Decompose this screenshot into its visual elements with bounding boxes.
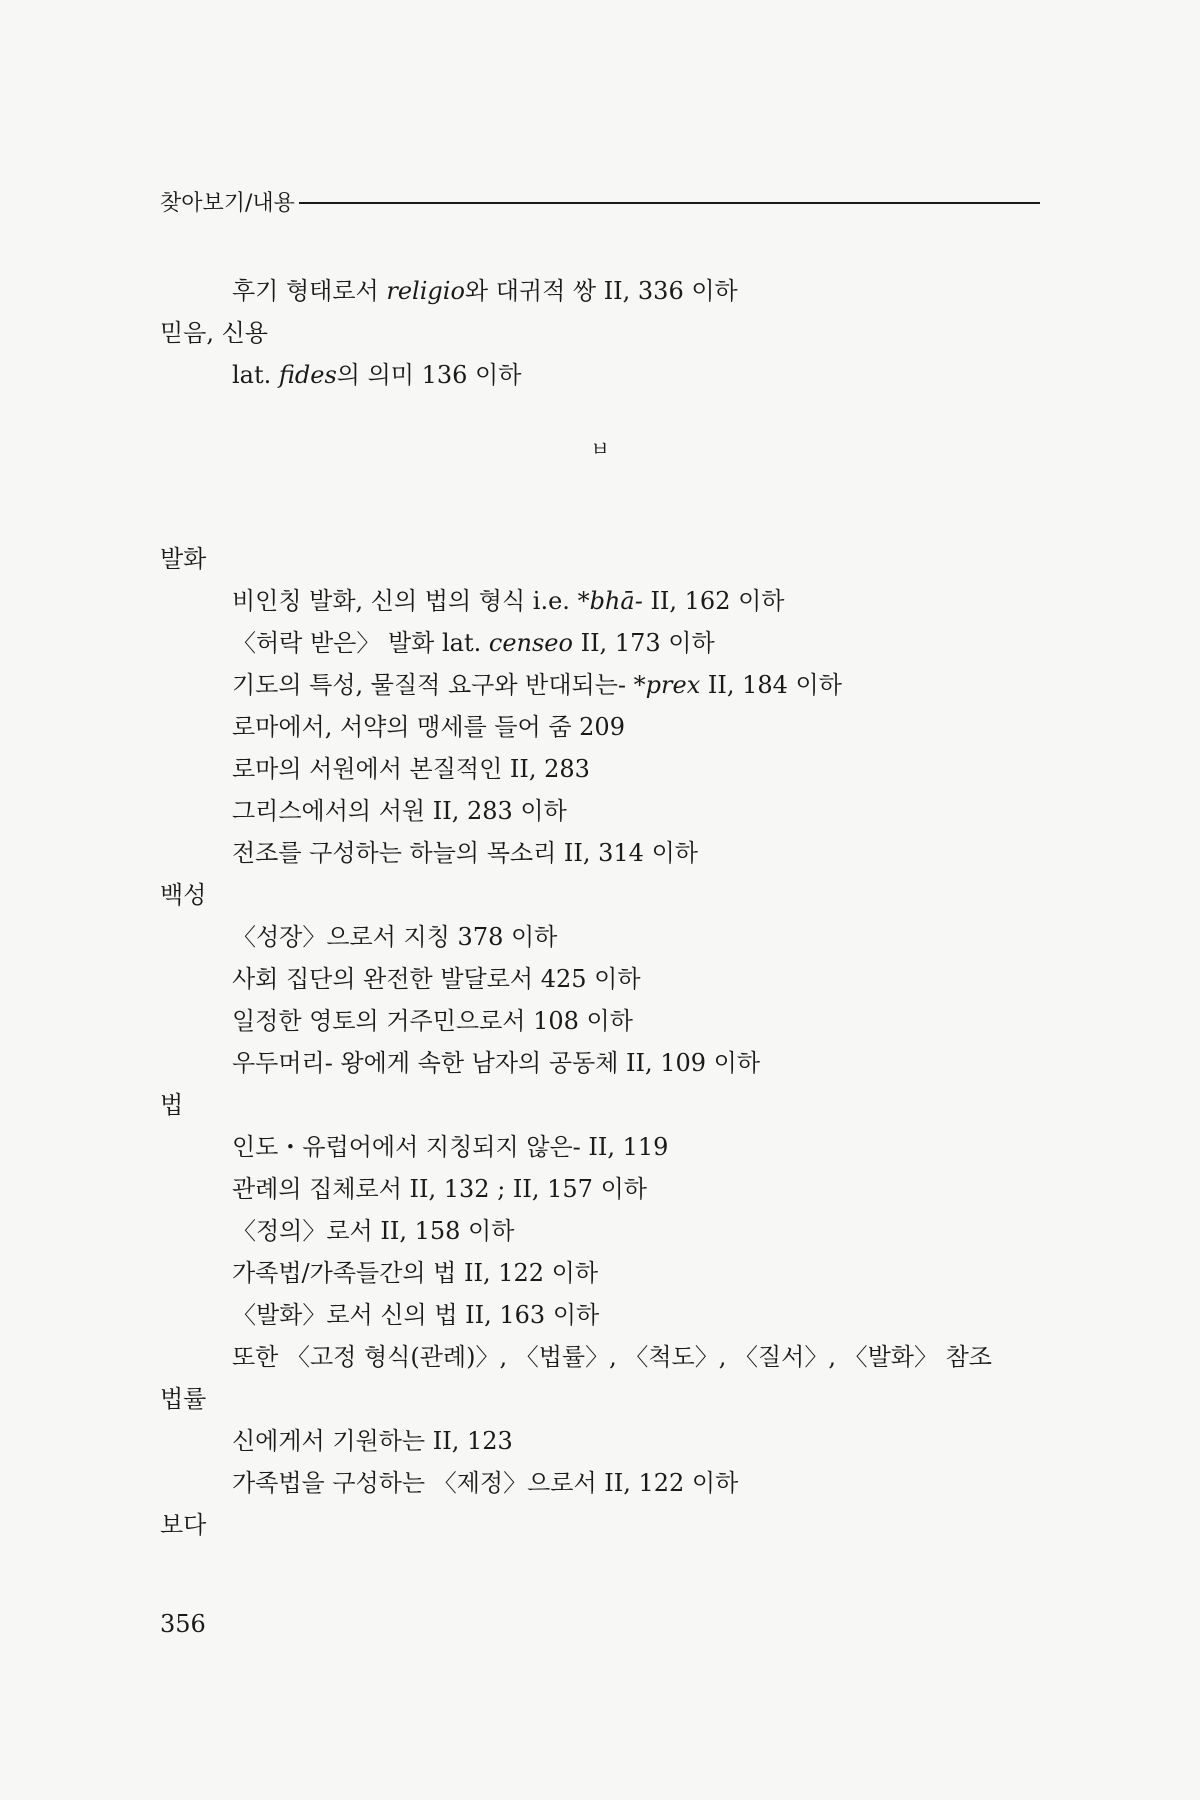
index-subentry: 로마에서, 서약의 맹세를 들어 줌 209 (232, 713, 625, 741)
index-subentry: 후기 형태로서 religio와 대귀적 쌍 II, 336 이하 (232, 277, 738, 305)
index-subentry: 〈발화〉로서 신의 법 II, 163 이하 (232, 1301, 600, 1329)
index-entry-heading: 보다 (160, 1511, 207, 1539)
latin-term: fides (278, 361, 337, 389)
index-subentry: 또한 〈고정 형식(관례)〉, 〈법률〉, 〈척도〉, 〈질서〉, 〈발화〉 참조 (232, 1343, 992, 1371)
index-subentry: 가족법/가족들간의 법 II, 122 이하 (232, 1259, 599, 1287)
index-subentry: 기도의 특성, 물질적 요구와 반대되는- *prex II, 184 이하 (232, 671, 842, 699)
index-subentry: 그리스에서의 서원 II, 283 이하 (232, 797, 567, 825)
index-entry-heading: 법률 (160, 1385, 207, 1413)
spacer (160, 396, 1040, 428)
latin-term: *prex (633, 671, 701, 699)
latin-term: censeo (488, 629, 573, 657)
index-entry-heading: 믿음, 신용 (160, 319, 268, 347)
index-subentry: 〈성장〉으로서 지칭 378 이하 (232, 923, 558, 951)
index-subentry: 〈정의〉로서 II, 158 이하 (232, 1217, 515, 1245)
index-entry-heading: 백성 (160, 881, 207, 909)
spacer (160, 470, 1040, 538)
latin-term: religio (386, 277, 465, 305)
index-subentry: 〈허락 받은〉 발화 lat. censeo II, 173 이하 (232, 629, 715, 657)
index-content (160, 270, 1040, 1546)
index-subentry: 비인칭 발화, 신의 법의 형식 i.e. *bhā- II, 162 이하 (232, 587, 785, 615)
running-head-rule (299, 202, 1040, 204)
index-subentry: lat. fides의 의미 136 이하 (232, 361, 522, 389)
index-entry-heading: 법 (160, 1091, 184, 1119)
index-subentry: 우두머리- 왕에게 속한 남자의 공동체 II, 109 이하 (232, 1049, 761, 1077)
index-subentry: 가족법을 구성하는 〈제정〉으로서 II, 122 이하 (232, 1469, 739, 1497)
latin-term: *bhā- (577, 587, 643, 615)
index-subentry: 신에게서 기원하는 II, 123 (232, 1427, 513, 1455)
index-subentry: 인도・유럽어에서 지칭되지 않은- II, 119 (232, 1133, 669, 1161)
index-subentry: 일정한 영토의 거주민으로서 108 이하 (232, 1007, 633, 1035)
page-number: 356 (160, 1610, 206, 1638)
running-head (160, 186, 1040, 217)
index-entry-heading: 발화 (160, 545, 207, 573)
section-letter: ㅂ (590, 437, 610, 461)
index-subentry: 사회 집단의 완전한 발달로서 425 이하 (232, 965, 641, 993)
index-subentry: 로마의 서원에서 본질적인 II, 283 (232, 755, 590, 783)
index-subentry: 전조를 구성하는 하늘의 목소리 II, 314 이하 (232, 839, 698, 867)
index-subentry: 관례의 집체로서 II, 132 ; II, 157 이하 (232, 1175, 647, 1203)
running-head-title: 찾아보기/내용 (160, 191, 295, 216)
